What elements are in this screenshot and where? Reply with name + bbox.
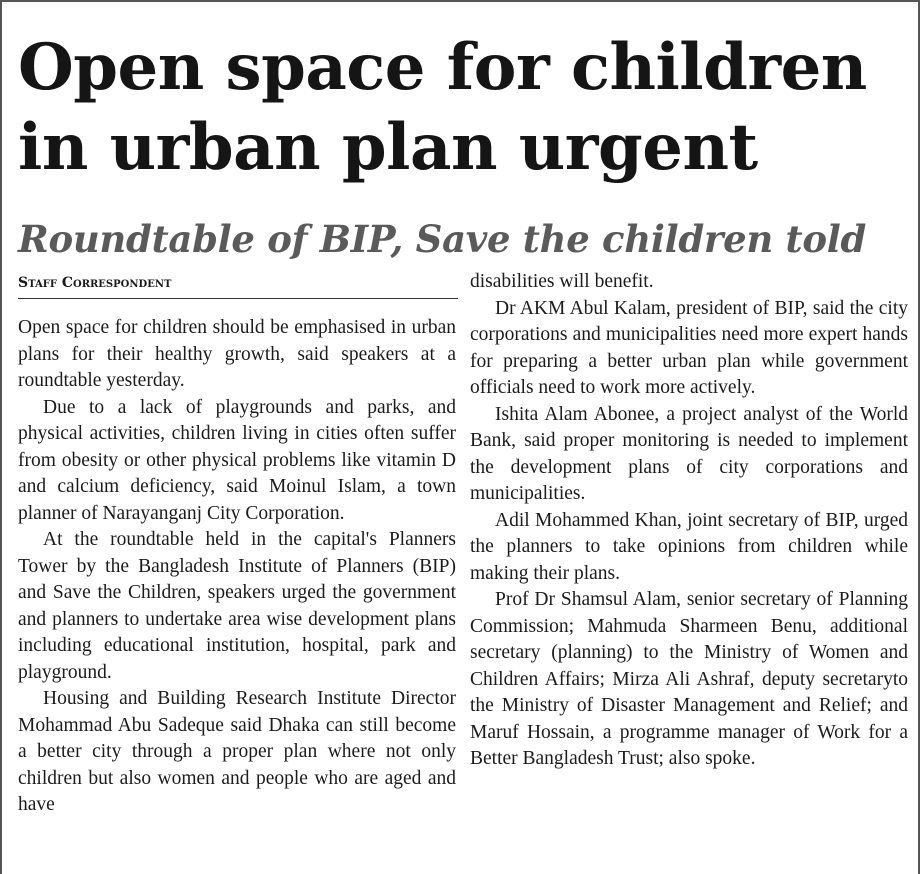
article-paragraph: Prof Dr Shamsul Alam, senior secretary of Planning Commission; Mahmuda Sharmeen Benu, additional secretary (planning) to the Ministry of Women and Children Affairs; Mirza Ali Ashraf, deputy secretaryto the Ministry of Disaster Management and Relief; and Maruf Hossain, a programme manager of Work for a Better Bangladesh Trust; also spoke. (470, 589, 908, 769)
article-paragraph: At the roundtable held in the capital's Planners Tower by the Bangladesh Institute of Planners (BIP) and Save the Children, speakers urged the government and planners to undertake area wise development plans including educational institution, hospital, park and playground. (18, 529, 456, 683)
article-paragraph: Dr AKM Abul Kalam, president of BIP, said the city corporations and municipalities need more expert hands for preparing a better urban plan while government officials need to work more actively. (470, 297, 908, 398)
article-paragraph: Ishita Alam Abonee, a project analyst of the World Bank, said proper monitoring is needed to implement the development plans of city corporations and municipalities. (470, 403, 908, 504)
article-paragraph: Housing and Building Research Institute Director Mohammad Abu Sadeque said Dhaka can still become a better city through a proper plan where not only children but also women and people who are aged and have (18, 688, 456, 815)
article-column-left (18, 315, 456, 819)
headline: Open space for children in urban plan urgent (18, 30, 867, 185)
byline: Staff Correspondent (18, 272, 458, 299)
article-column-right (470, 269, 908, 773)
article-paragraph: Open space for children should be emphasised in urban plans for their healthy growth, said speakers at a roundtable yesterday. (18, 317, 456, 391)
article-paragraph: Due to a lack of playgrounds and parks, and physical activities, children living in cities often suffer from obesity or other physical problems like vitamin D and calcium deficiency, said Moinul Islam, a town planner of Narayanganj City Corporation. (18, 396, 456, 524)
article-paragraph: disabilities will benefit. (470, 271, 654, 292)
article-paragraph: Adil Mohammed Khan, joint secretary of BIP, urged the planners to take opinions from children while making their plans. (470, 509, 908, 584)
subheadline: Roundtable of BIP, Save the children told (18, 217, 867, 261)
